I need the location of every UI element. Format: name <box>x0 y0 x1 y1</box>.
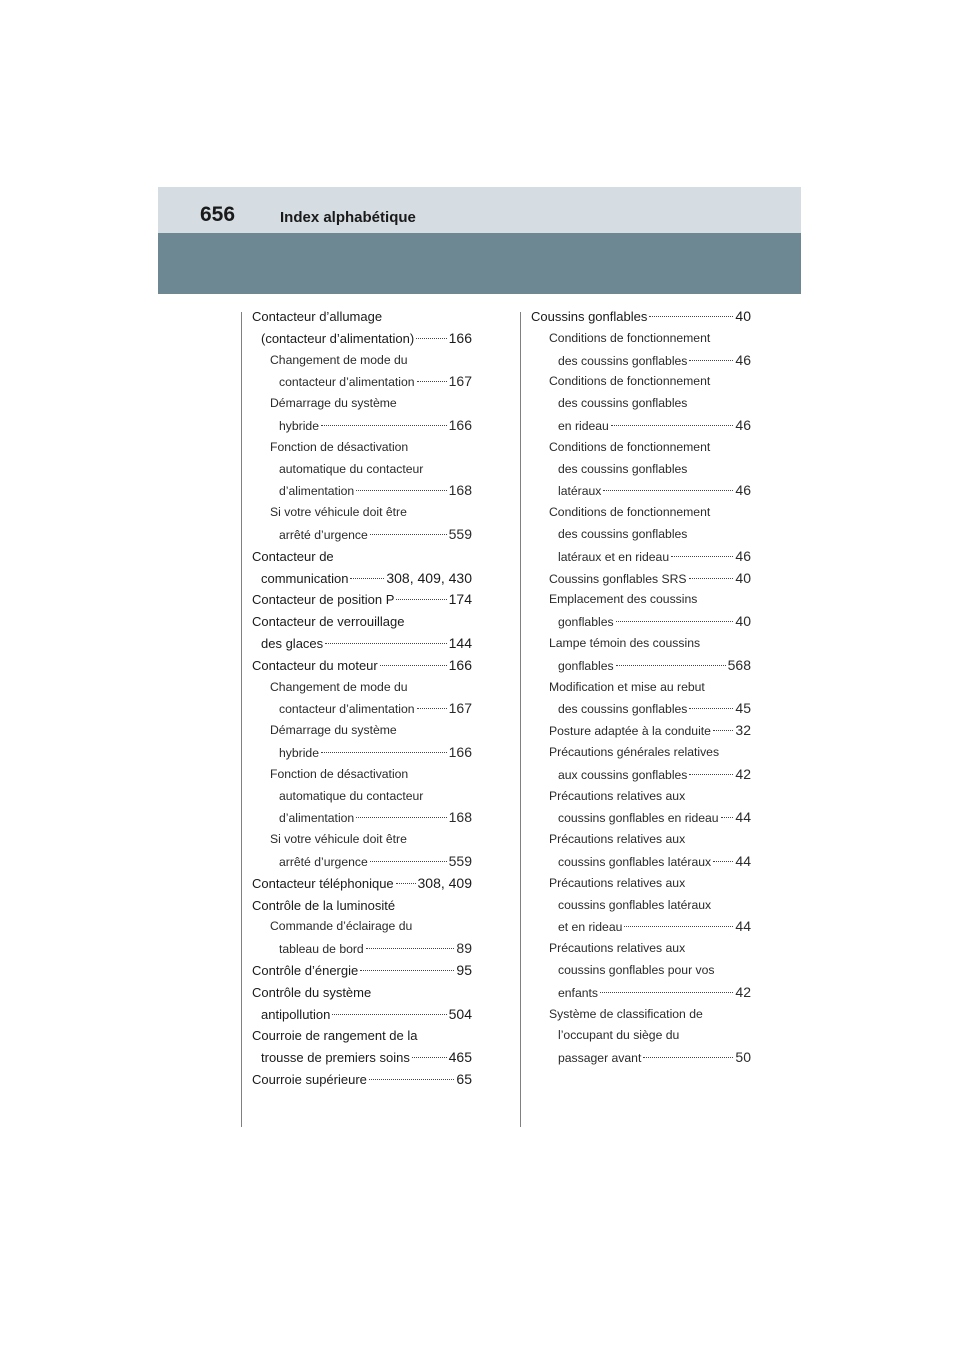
index-entry-text: Coussins gonflables SRS <box>549 571 687 586</box>
index-entry <box>252 873 472 895</box>
dot-leader <box>603 490 733 491</box>
index-entry <box>531 502 751 567</box>
index-entry <box>252 655 472 677</box>
dot-leader <box>396 883 416 884</box>
index-page-reference[interactable]: 144 <box>448 634 472 651</box>
index-entry-text: d’alimentation <box>279 484 355 499</box>
dot-leader <box>611 425 734 426</box>
index-entry-text: Fonction de désactivation <box>270 439 409 454</box>
dot-leader <box>616 621 734 622</box>
index-page-reference[interactable]: 89 <box>456 940 472 957</box>
dot-leader <box>412 1057 447 1058</box>
index-page-reference[interactable]: 44 <box>735 809 751 826</box>
index-entry-text: arrêté d’urgence <box>279 527 368 542</box>
index-page-reference[interactable]: 45 <box>735 700 751 717</box>
index-entry-leader-line <box>252 1004 472 1026</box>
index-entry-text: Précautions relatives aux <box>549 941 686 956</box>
index-page-reference[interactable]: 40 <box>735 613 751 630</box>
index-entry <box>252 350 472 394</box>
index-entry-leader-line <box>252 873 472 895</box>
index-entry <box>252 589 472 611</box>
index-entry-leader-line <box>252 742 472 764</box>
index-page-reference[interactable]: 95 <box>456 961 472 978</box>
index-page-reference[interactable]: 568 <box>727 656 751 673</box>
dot-leader <box>360 970 454 971</box>
dot-leader <box>321 752 447 753</box>
dot-leader <box>369 1079 455 1080</box>
index-page-reference[interactable]: 559 <box>448 525 472 542</box>
index-page-reference[interactable]: 168 <box>448 482 472 499</box>
index-entry-leader-line <box>531 982 751 1004</box>
index-entry-leader-line <box>531 807 751 829</box>
index-entry-leader-line <box>531 546 751 568</box>
index-entry <box>531 371 751 436</box>
index-page-reference[interactable]: 32 <box>735 722 751 739</box>
header-band <box>158 187 801 233</box>
dot-leader <box>417 708 447 709</box>
index-entry-leader-line <box>531 480 751 502</box>
index-entry-text: Courroie supérieure <box>252 1071 367 1087</box>
index-entry-text: Contacteur téléphonique <box>252 875 394 891</box>
index-entry-leader-line <box>531 916 751 938</box>
index-entry-leader-line <box>252 655 472 677</box>
index-entry-text: Conditions de fonctionnement <box>549 374 711 389</box>
dot-leader <box>332 1014 446 1015</box>
index-entry <box>531 437 751 502</box>
index-entry <box>252 393 472 437</box>
index-entry-leader-line <box>531 698 751 720</box>
index-entry <box>252 982 472 1026</box>
index-entry-text: et en rideau <box>558 920 623 935</box>
index-entry <box>252 764 472 829</box>
index-entry-text: latéraux et en rideau <box>558 549 670 564</box>
index-entry-text: contacteur d’alimentation <box>279 702 415 717</box>
index-entry <box>252 502 472 546</box>
index-page-reference[interactable]: 50 <box>735 1049 751 1066</box>
dot-leader <box>380 665 447 666</box>
index-entry-text: Posture adaptée à la conduite <box>549 724 711 739</box>
index-entry-text: Précautions relatives aux <box>549 832 686 847</box>
index-entry-text: Démarrage du système <box>270 396 397 411</box>
index-entry-text: passager avant <box>558 1051 642 1066</box>
index-page-reference[interactable]: 559 <box>448 852 472 869</box>
index-column-left <box>252 306 472 1091</box>
index-entry-text: Contacteur du moteur <box>252 657 378 673</box>
index-entry <box>531 589 751 633</box>
index-page-reference[interactable]: 167 <box>448 373 472 390</box>
index-entry-leader-line <box>531 851 751 873</box>
dot-leader <box>356 817 446 818</box>
index-entry-text: gonflables <box>558 658 614 673</box>
index-entry-text: aux coussins gonflables <box>558 767 688 782</box>
dot-leader <box>417 381 447 382</box>
index-entry-text: tableau de bord <box>279 942 364 957</box>
index-entry-text: Modification et mise au rebut <box>549 679 705 694</box>
index-entry-leader-line <box>531 720 751 742</box>
index-entry-leader-line <box>252 524 472 546</box>
dot-leader <box>624 926 733 927</box>
index-page-reference[interactable]: 174 <box>448 591 472 608</box>
index-entry <box>252 677 472 721</box>
index-entry-leader-line <box>252 807 472 829</box>
dot-leader <box>350 578 384 579</box>
index-entry-text: automatique du contacteur <box>279 461 424 476</box>
index-entry-text: Si votre véhicule doit être <box>270 832 407 847</box>
index-entry-text: arrêté d’urgence <box>279 854 368 869</box>
index-page-reference[interactable]: 42 <box>735 983 751 1000</box>
column-rule-middle <box>520 312 521 1127</box>
dot-leader <box>416 338 446 339</box>
index-entry-leader-line <box>252 328 472 350</box>
index-entry-text: Conditions de fonctionnement <box>549 330 711 345</box>
index-entry-text: des glaces <box>261 635 324 651</box>
dot-leader <box>325 643 446 644</box>
dot-leader <box>321 425 447 426</box>
index-entry <box>252 306 472 350</box>
dot-leader <box>689 360 733 361</box>
index-entry-leader-line <box>252 633 472 655</box>
column-rule-left <box>241 312 242 1127</box>
index-entry-text: Lampe témoin des coussins <box>549 635 701 650</box>
index-page-reference[interactable]: 308, 409 <box>417 874 472 891</box>
index-entry-text: Si votre véhicule doit être <box>270 505 407 520</box>
index-entry-text: latéraux <box>558 484 602 499</box>
index-entry-leader-line <box>531 655 751 677</box>
dot-leader <box>713 861 733 862</box>
index-page-reference[interactable]: 504 <box>448 1005 472 1022</box>
index-entry-text: Démarrage du système <box>270 723 397 738</box>
index-entry-text: Précautions relatives aux <box>549 875 686 890</box>
index-entry-text: Changement de mode du <box>270 352 408 367</box>
index-entry-text: automatique du contacteur <box>279 788 424 803</box>
index-entry-text: Précautions relatives aux <box>549 788 686 803</box>
index-entry-text: enfants <box>558 985 598 1000</box>
index-page-reference[interactable]: 166 <box>448 416 472 433</box>
index-entry <box>531 306 751 328</box>
index-entry-leader-line <box>531 350 751 372</box>
index-entry-leader-line <box>252 851 472 873</box>
index-entry-text: Conditions de fonctionnement <box>549 505 711 520</box>
dot-leader <box>689 578 734 579</box>
index-entry-text: communication <box>261 570 349 586</box>
index-entry-text: coussins gonflables latéraux <box>558 854 712 869</box>
index-entry-text: Contacteur de verrouillage <box>252 614 405 630</box>
index-entry <box>531 786 751 830</box>
index-entry <box>252 960 472 982</box>
index-entry-leader-line <box>252 960 472 982</box>
index-entry-text: Contrôle du système <box>252 984 372 1000</box>
index-entry-leader-line <box>531 1047 751 1069</box>
index-entry-text: Contrôle de la luminosité <box>252 897 396 913</box>
index-entry-text: Conditions de fonctionnement <box>549 439 711 454</box>
index-entry-leader-line <box>252 938 472 960</box>
index-page-reference[interactable]: 166 <box>448 329 472 346</box>
index-entry-text: Contrôle d’énergie <box>252 962 359 978</box>
dot-leader <box>356 490 446 491</box>
index-entry-text: hybride <box>279 745 319 760</box>
index-page-reference[interactable]: 40 <box>735 569 751 586</box>
index-page-reference[interactable]: 308, 409, 430 <box>386 569 472 586</box>
index-entry-leader-line <box>531 568 751 590</box>
index-entry-text: en rideau <box>558 418 609 433</box>
index-page-reference[interactable]: 44 <box>735 918 751 935</box>
index-entry-text: gonflables <box>558 615 614 630</box>
dot-leader <box>370 861 447 862</box>
index-entry-text: contacteur d’alimentation <box>279 375 415 390</box>
index-entry-leader-line <box>252 1069 472 1091</box>
dot-leader <box>713 730 733 731</box>
index-entry-leader-line <box>531 415 751 437</box>
index-entry-text: hybride <box>279 418 319 433</box>
index-entry-leader-line <box>531 611 751 633</box>
index-page-reference[interactable]: 65 <box>456 1070 472 1087</box>
index-entry <box>531 328 751 372</box>
index-entry-leader-line <box>252 371 472 393</box>
index-entry <box>252 829 472 873</box>
dot-leader <box>671 556 733 557</box>
index-entry-text: Emplacement des coussins <box>549 592 698 607</box>
index-entry-leader-line <box>252 1047 472 1069</box>
dot-leader <box>600 992 733 993</box>
index-entry-text: Système de classification de <box>549 1006 703 1021</box>
index-entry-leader-line <box>252 480 472 502</box>
dot-leader <box>366 948 455 949</box>
index-entry <box>252 1025 472 1069</box>
index-page-reference[interactable]: 168 <box>448 809 472 826</box>
index-entry <box>252 611 472 655</box>
index-entry <box>531 873 751 938</box>
dot-leader <box>396 599 446 600</box>
index-entry-leader-line <box>252 568 472 590</box>
index-entry-text: l’occupant du siège du <box>558 1028 680 1043</box>
index-entry <box>252 916 472 960</box>
index-entry-text: Précautions générales relatives <box>549 744 720 759</box>
index-entry <box>531 829 751 873</box>
dot-leader <box>370 534 447 535</box>
page-number: 656 <box>200 203 236 226</box>
index-entry-leader-line <box>252 415 472 437</box>
index-entry <box>531 1004 751 1069</box>
index-entry <box>252 895 472 917</box>
index-page-reference[interactable]: 465 <box>448 1049 472 1066</box>
dot-leader <box>689 708 733 709</box>
header-accent-band <box>158 233 801 294</box>
index-entry <box>252 437 472 502</box>
index-entry <box>252 1069 472 1091</box>
index-entry <box>531 568 751 590</box>
index-entry-text: trousse de premiers soins <box>261 1050 410 1066</box>
index-entry <box>531 742 751 786</box>
index-entry-text: des coussins gonflables <box>558 353 688 368</box>
index-entry-text: (contacteur d’alimentation) <box>261 330 415 346</box>
index-entry <box>252 546 472 590</box>
dot-leader <box>616 665 726 666</box>
dot-leader <box>643 1057 733 1058</box>
index-entry-text: Fonction de désactivation <box>270 766 409 781</box>
index-entry-text: Coussins gonflables <box>531 309 648 324</box>
page-title: Index alphabétique <box>280 209 416 226</box>
index-entry-text: coussins gonflables latéraux <box>558 897 712 912</box>
index-page-reference[interactable]: 167 <box>448 700 472 717</box>
index-entry-text: Changement de mode du <box>270 679 408 694</box>
index-entry-leader-line <box>531 306 751 328</box>
index-entry-text: Courroie de rangement de la <box>252 1028 418 1044</box>
index-entry-text: des coussins gonflables <box>558 702 688 717</box>
index-entry-text: d’alimentation <box>279 811 355 826</box>
index-entry-text: des coussins gonflables <box>558 396 688 411</box>
index-entry-text: des coussins gonflables <box>558 461 688 476</box>
index-page-reference[interactable]: 40 <box>735 308 751 324</box>
index-entry <box>531 677 751 721</box>
index-page-reference[interactable]: 46 <box>735 482 751 499</box>
index-entry-leader-line <box>531 764 751 786</box>
index-page-reference[interactable]: 166 <box>448 656 472 673</box>
index-entry-text: des coussins gonflables <box>558 526 688 541</box>
index-entry <box>531 938 751 1003</box>
index-entry-leader-line <box>252 589 472 611</box>
index-page-reference[interactable]: 166 <box>448 743 472 760</box>
dot-leader <box>721 817 734 818</box>
index-page-reference[interactable]: 46 <box>735 547 751 564</box>
index-page-reference[interactable]: 46 <box>735 416 751 433</box>
index-page-reference[interactable]: 42 <box>735 765 751 782</box>
index-entry-leader-line <box>252 698 472 720</box>
index-entry <box>531 720 751 742</box>
index-entry-text: Contacteur de position P <box>252 592 395 608</box>
index-entry-text: Commande d’éclairage du <box>270 919 413 934</box>
index-entry-text: Contacteur de <box>252 548 334 564</box>
index-page-reference[interactable]: 44 <box>735 852 751 869</box>
index-entry <box>252 720 472 764</box>
index-entry-text: coussins gonflables en rideau <box>558 811 719 826</box>
index-entry-text: Contacteur d’allumage <box>252 309 383 324</box>
index-entry-text: antipollution <box>261 1006 331 1022</box>
index-entry-text: coussins gonflables pour vos <box>558 962 715 977</box>
index-page-reference[interactable]: 46 <box>735 351 751 368</box>
dot-leader <box>689 774 733 775</box>
index-column-right <box>531 306 751 1069</box>
dot-leader <box>649 316 733 317</box>
index-entry <box>531 633 751 677</box>
